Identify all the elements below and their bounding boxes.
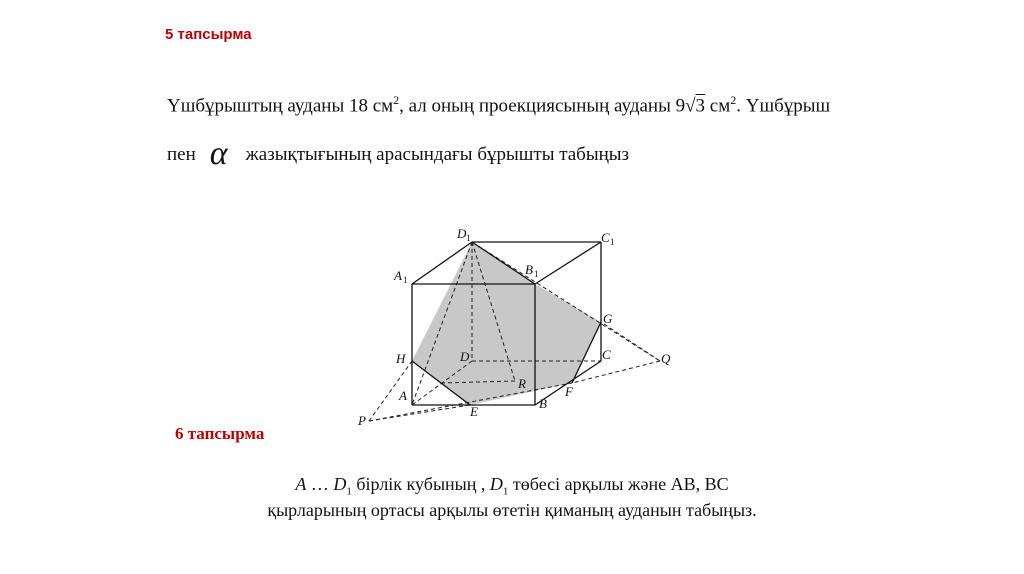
statement-text: бірлік кубының , [351, 474, 490, 494]
subscript: 1 [502, 485, 509, 498]
task5-statement-line2 [167, 135, 630, 172]
subscript: 1 [346, 485, 352, 498]
task6-statement-line2: қырларының ортасы арқылы өтетін қиманың ауданын табыңыз. [267, 500, 757, 520]
statement-text: төбесі арқылы және AB, BC [508, 474, 729, 494]
point-label-f: F [565, 384, 573, 399]
statement-text: , ал оның проекциясының ауданы 9 [399, 95, 686, 117]
point-label-r: R [518, 376, 526, 391]
vertex-label-b1-sub: 1 [534, 269, 539, 279]
point-label-g: G [603, 311, 613, 326]
task5-statement-line1 [167, 88, 830, 118]
vertex-label-a1: A [394, 268, 402, 283]
vertex-label-d: D [460, 349, 470, 364]
vertex-label-a: A [399, 388, 407, 403]
vertex-label-b: B [539, 396, 547, 411]
radical-sign: √ [685, 95, 696, 117]
point-label-p: P [358, 413, 366, 428]
task6-title: 6 тапсырма [175, 424, 265, 443]
point-label-h: H [396, 351, 406, 366]
exponent: 2 [393, 93, 400, 107]
radicand: 3 [695, 95, 706, 117]
exponent: 2 [730, 93, 737, 107]
cube-section-diagram [355, 218, 685, 428]
vertex-label-b1: B [525, 262, 533, 277]
ellipsis: … [306, 474, 334, 494]
vertex-label-d1-sub: 1 [466, 233, 471, 243]
vertex-label-c: C [602, 347, 611, 362]
vertex-label-d1: D [457, 226, 467, 241]
statement-text: см [705, 95, 731, 117]
vertex-label-a1-sub: 1 [403, 275, 408, 285]
math-var-a: A [295, 474, 307, 494]
statement-text: . Үшбұрыш [736, 95, 831, 117]
vertex-label-c1: C [601, 230, 610, 245]
task5-title: 5 тапсырма [165, 26, 252, 43]
point-label-q: Q [661, 351, 671, 366]
math-var-d: D [489, 474, 503, 494]
alpha-symbol: α [209, 135, 228, 172]
math-var-d: D [333, 474, 347, 494]
vertex-label-c1-sub: 1 [610, 237, 615, 247]
statement-text: пен [167, 144, 196, 165]
statement-text: Үшбұрыштың ауданы 18 см [167, 95, 394, 117]
statement-text: жазықтығының арасындағы бұрышты табыңыз [245, 144, 630, 165]
point-label-e: E [470, 404, 478, 419]
